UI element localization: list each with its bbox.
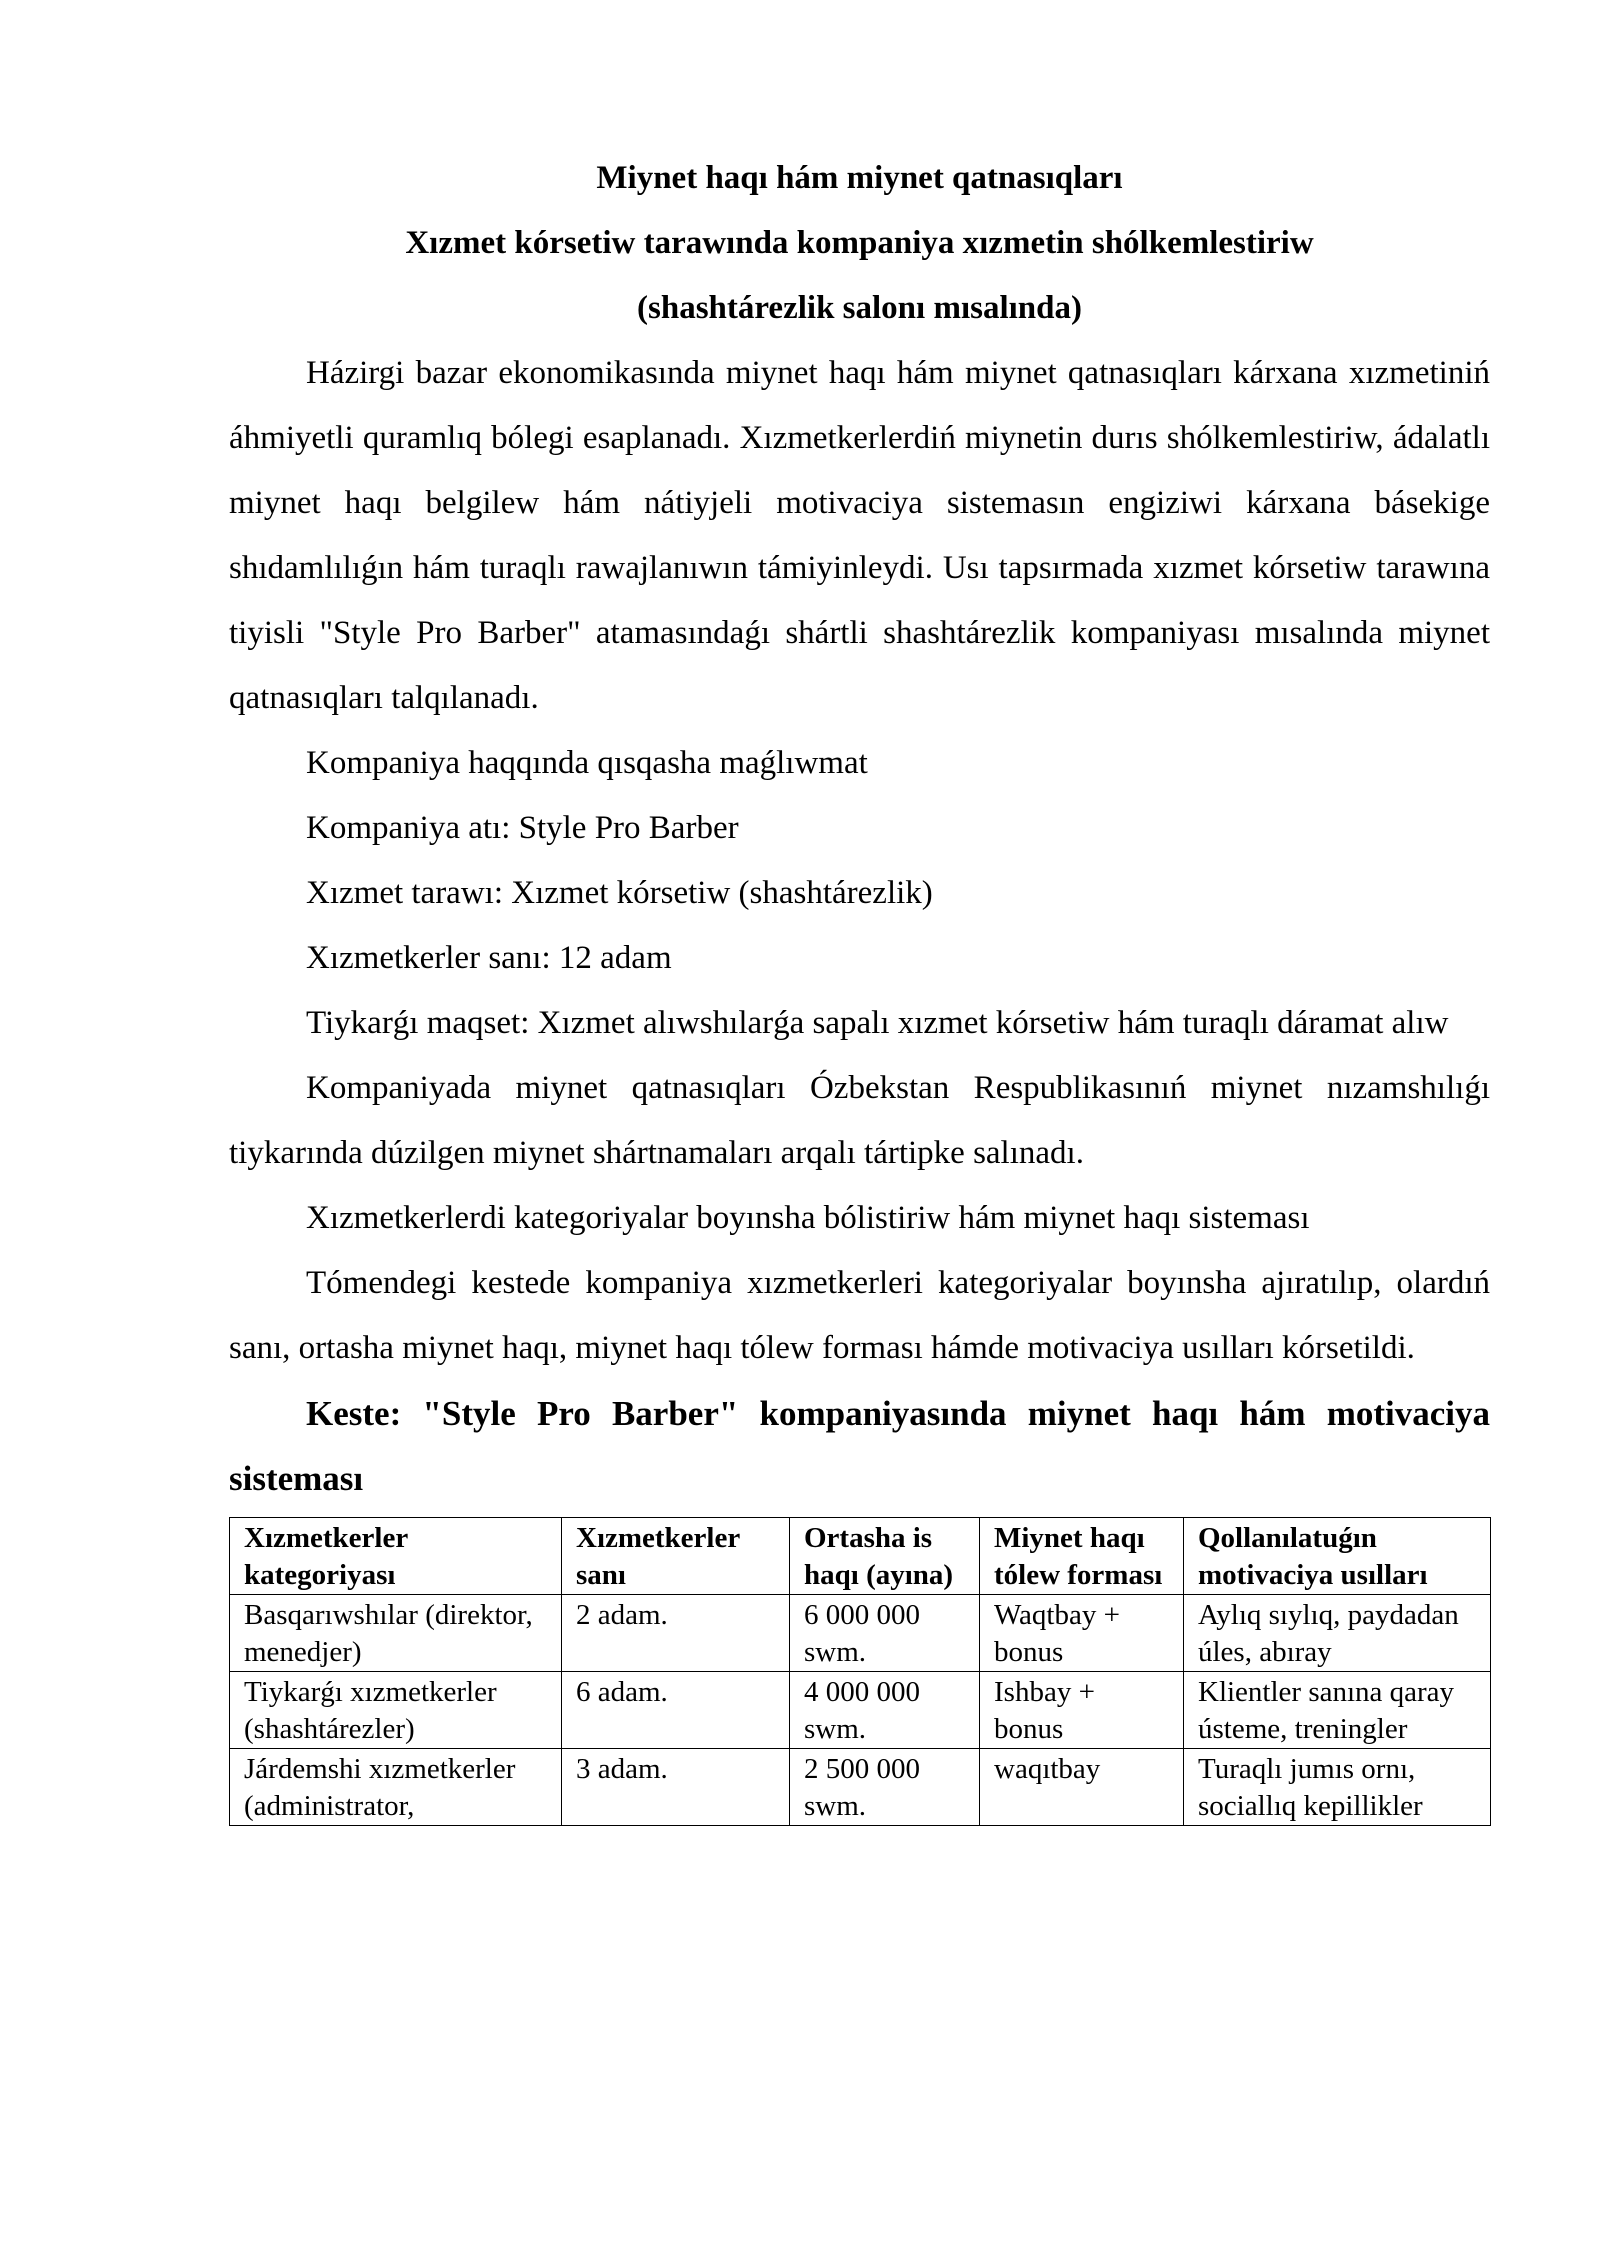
- legal-paragraph: Kompaniyada miynet qatnasıqları Ózbekstan Respublikasınıń miynet nızamshılıǵı tiykarında dúzilgen miynet shártnamaları arqalı tártipke salınadı.: [229, 1070, 1490, 1171]
- header-payment-form: Miynet haqı tólew forması: [980, 1518, 1184, 1595]
- cell-average-salary: 2 500 000 swm.: [790, 1749, 980, 1826]
- company-goal: Tiykarǵı maqset: Xızmet alıwshılarǵa sapalı xızmet kórsetiw hám turaqlı dáramat alıw: [306, 1005, 1449, 1041]
- section-heading: Xızmetkerlerdi kategoriyalar boyınsha bólistiriw hám miynet haqı sisteması: [306, 1200, 1310, 1236]
- header-motivation-methods: Qollanılatuǵın motivaciya usılları: [1184, 1518, 1491, 1595]
- company-field: Xızmet tarawı: Xızmet kórsetiw (shashtárezlik): [306, 875, 933, 911]
- header-staff-count: Xızmetkerler sanı: [562, 1518, 790, 1595]
- document-page: [229, 0, 1490, 1826]
- cell-average-salary: 6 000 000 swm.: [790, 1595, 980, 1672]
- company-name: Kompaniya atı: Style Pro Barber: [306, 810, 739, 846]
- cell-motivation-methods: Klientler sanına qaray ústeme, treningler: [1184, 1672, 1491, 1749]
- cell-payment-form: Waqtbay + bonus: [980, 1595, 1184, 1672]
- table-caption: Keste: "Style Pro Barber" kompaniyasında miynet haqı hám motivaciya sisteması: [229, 1394, 1490, 1498]
- cell-average-salary: 4 000 000 swm.: [790, 1672, 980, 1749]
- cell-motivation-methods: Aylıq sıylıq, paydadan úles, abıray: [1184, 1595, 1491, 1672]
- cell-category: Tiykarǵı xızmetkerler (shashtárezler): [230, 1672, 562, 1749]
- cell-payment-form: Ishbay + bonus: [980, 1672, 1184, 1749]
- cell-staff-count: 6 adam.: [562, 1672, 790, 1749]
- header-average-salary: Ortasha is haqı (ayına): [790, 1518, 980, 1595]
- table-intro-paragraph: Tómendegi kestede kompaniya xızmetkerleri kategoriyalar boyınsha ajıratılıp, olardıń sanı, ortasha miynet haqı, miynet haqı tólew forması hámde motivaciya usılları kórsetildi.: [229, 1265, 1490, 1366]
- table-row: [230, 1672, 1491, 1749]
- cell-staff-count: 3 adam.: [562, 1749, 790, 1826]
- cell-category: Járdemshi xızmetkerler (administrator,: [230, 1749, 562, 1826]
- table-row: [230, 1595, 1491, 1672]
- table-header-row: [230, 1518, 1491, 1595]
- cell-payment-form: waqıtbay: [980, 1749, 1184, 1826]
- document-title: Miynet haqı hám miynet qatnasıqları: [596, 160, 1123, 196]
- cell-category: Basqarıwshılar (direktor, menedjer): [230, 1595, 562, 1672]
- cell-motivation-methods: Turaqlı jumıs ornı, sociallıq kepillikler: [1184, 1749, 1491, 1826]
- salary-table: [229, 1517, 1491, 1826]
- company-info-heading: Kompaniya haqqında qısqasha maǵlıwmat: [306, 745, 868, 781]
- intro-paragraph: Házirgi bazar ekonomikasında miynet haqı hám miynet qatnasıqları kárxana xızmetiniń áhmiyetli quramlıq bólegi esaplanadı. Xızmetkerlerdiń miynetin durıs shólkemlestiriw, ádalatlı miynet haqı belgilew hám nátiyjeli motivaciya sistemasın engiziwi kárxana básekige shıdamlılıǵın hám turaqlı rawajlanıwın támiyinleydi. Usı tapsırmada xızmet kórsetiw tarawına tiyisli "Style Pro Barber" atamasındaǵı shártli shashtárezlik kompaniyası mısalında miynet qatnasıqları talqılanadı.: [229, 355, 1490, 716]
- document-subtitle: Xızmet kórsetiw tarawında kompaniya xızmetin shólkemlestiriw: [405, 225, 1314, 261]
- document-subtitle-example: (shashtárezlik salonı mısalında): [637, 290, 1082, 326]
- table-row: [230, 1749, 1491, 1826]
- cell-staff-count: 2 adam.: [562, 1595, 790, 1672]
- company-staff-count: Xızmetkerler sanı: 12 adam: [306, 940, 672, 976]
- header-category: Xızmetkerler kategoriyası: [230, 1518, 562, 1595]
